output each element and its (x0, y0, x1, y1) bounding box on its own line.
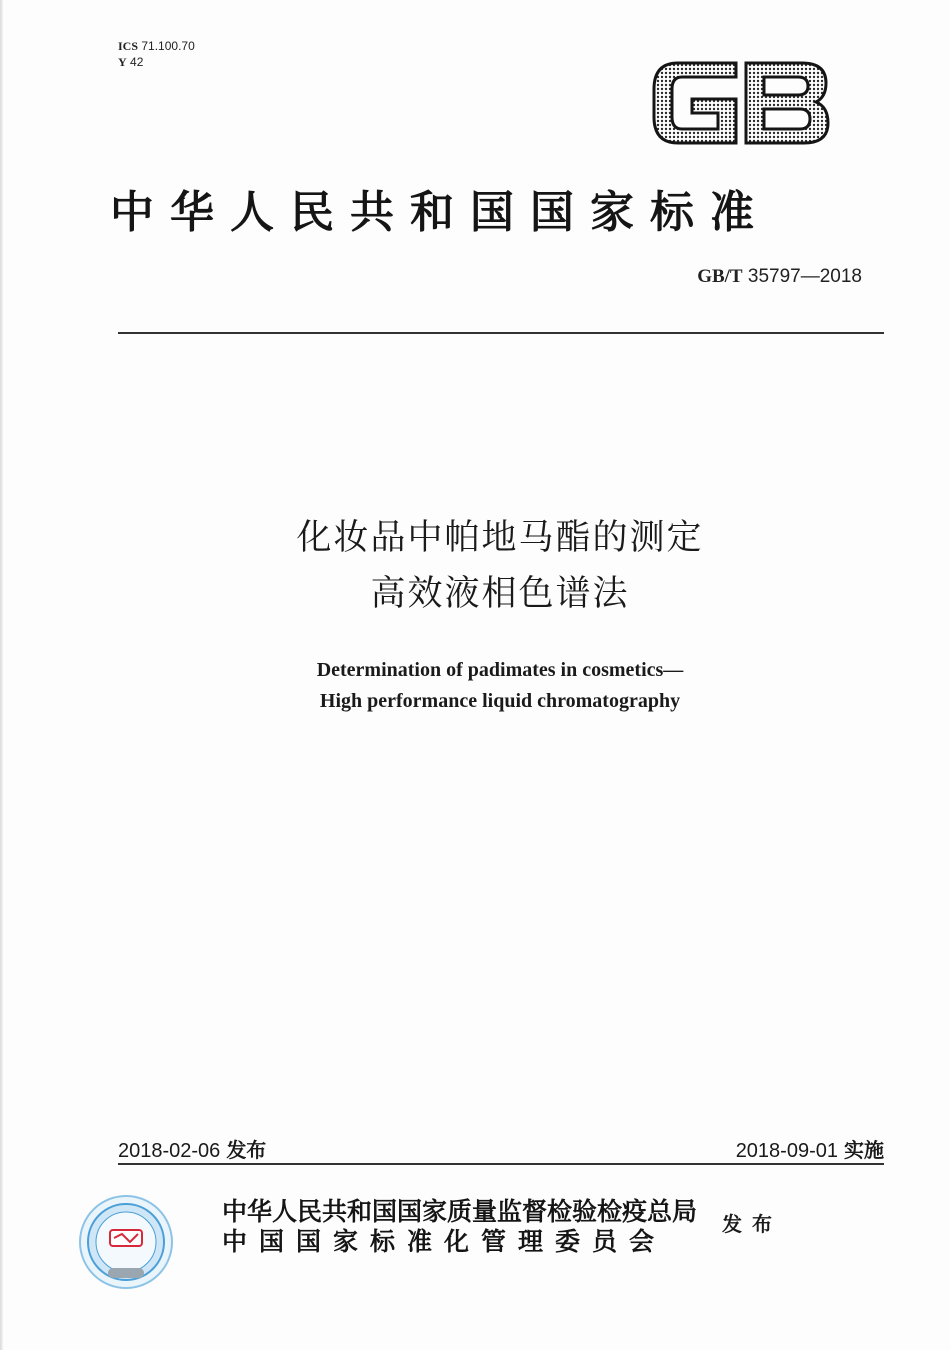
chinese-title-line-1: 化妆品中帕地马酯的测定 (296, 518, 704, 558)
ics-label: ICS (118, 39, 139, 53)
footer-divider (118, 1163, 884, 1165)
ccs-code: 42 (130, 55, 144, 69)
implementation-label: 实施 (844, 1138, 884, 1162)
english-title-line-1: Determination of padimates in cosmetics— (316, 659, 684, 681)
publish-label: 发布 (722, 1212, 782, 1236)
ccs-line (118, 54, 195, 70)
ics-line (118, 38, 195, 54)
ccs-label: Y (118, 55, 127, 69)
issuer-line-2: 中国国家标准化管理委员会 (222, 1227, 667, 1256)
chinese-title-line-2: 高效液相色谱法 (370, 574, 630, 614)
english-title-line-2: High performance liquid chromatography (319, 690, 681, 712)
classification-codes (118, 38, 195, 70)
implementation-date-value: 2018-09-01 (735, 1140, 838, 1162)
gb-logo (648, 55, 833, 151)
standard-prefix: GB/T (697, 266, 743, 287)
standard-number (697, 266, 862, 288)
english-title (0, 655, 950, 717)
chinese-title (0, 510, 950, 622)
implementation-date (736, 1134, 884, 1163)
issue-date (118, 1134, 266, 1163)
issuer-line-1: 中华人民共和国国家质量监督检验检疫总局 (222, 1197, 698, 1226)
ics-code: 71.100.70 (141, 39, 195, 53)
issue-label: 发布 (226, 1138, 267, 1162)
anti-counterfeit-seal (78, 1194, 174, 1290)
national-standard-title: 中华人民共和国国家标准 (110, 187, 770, 238)
header-divider (118, 332, 884, 334)
standard-code: 35797—2018 (747, 266, 862, 287)
issue-date-value: 2018-02-06 (118, 1140, 221, 1162)
